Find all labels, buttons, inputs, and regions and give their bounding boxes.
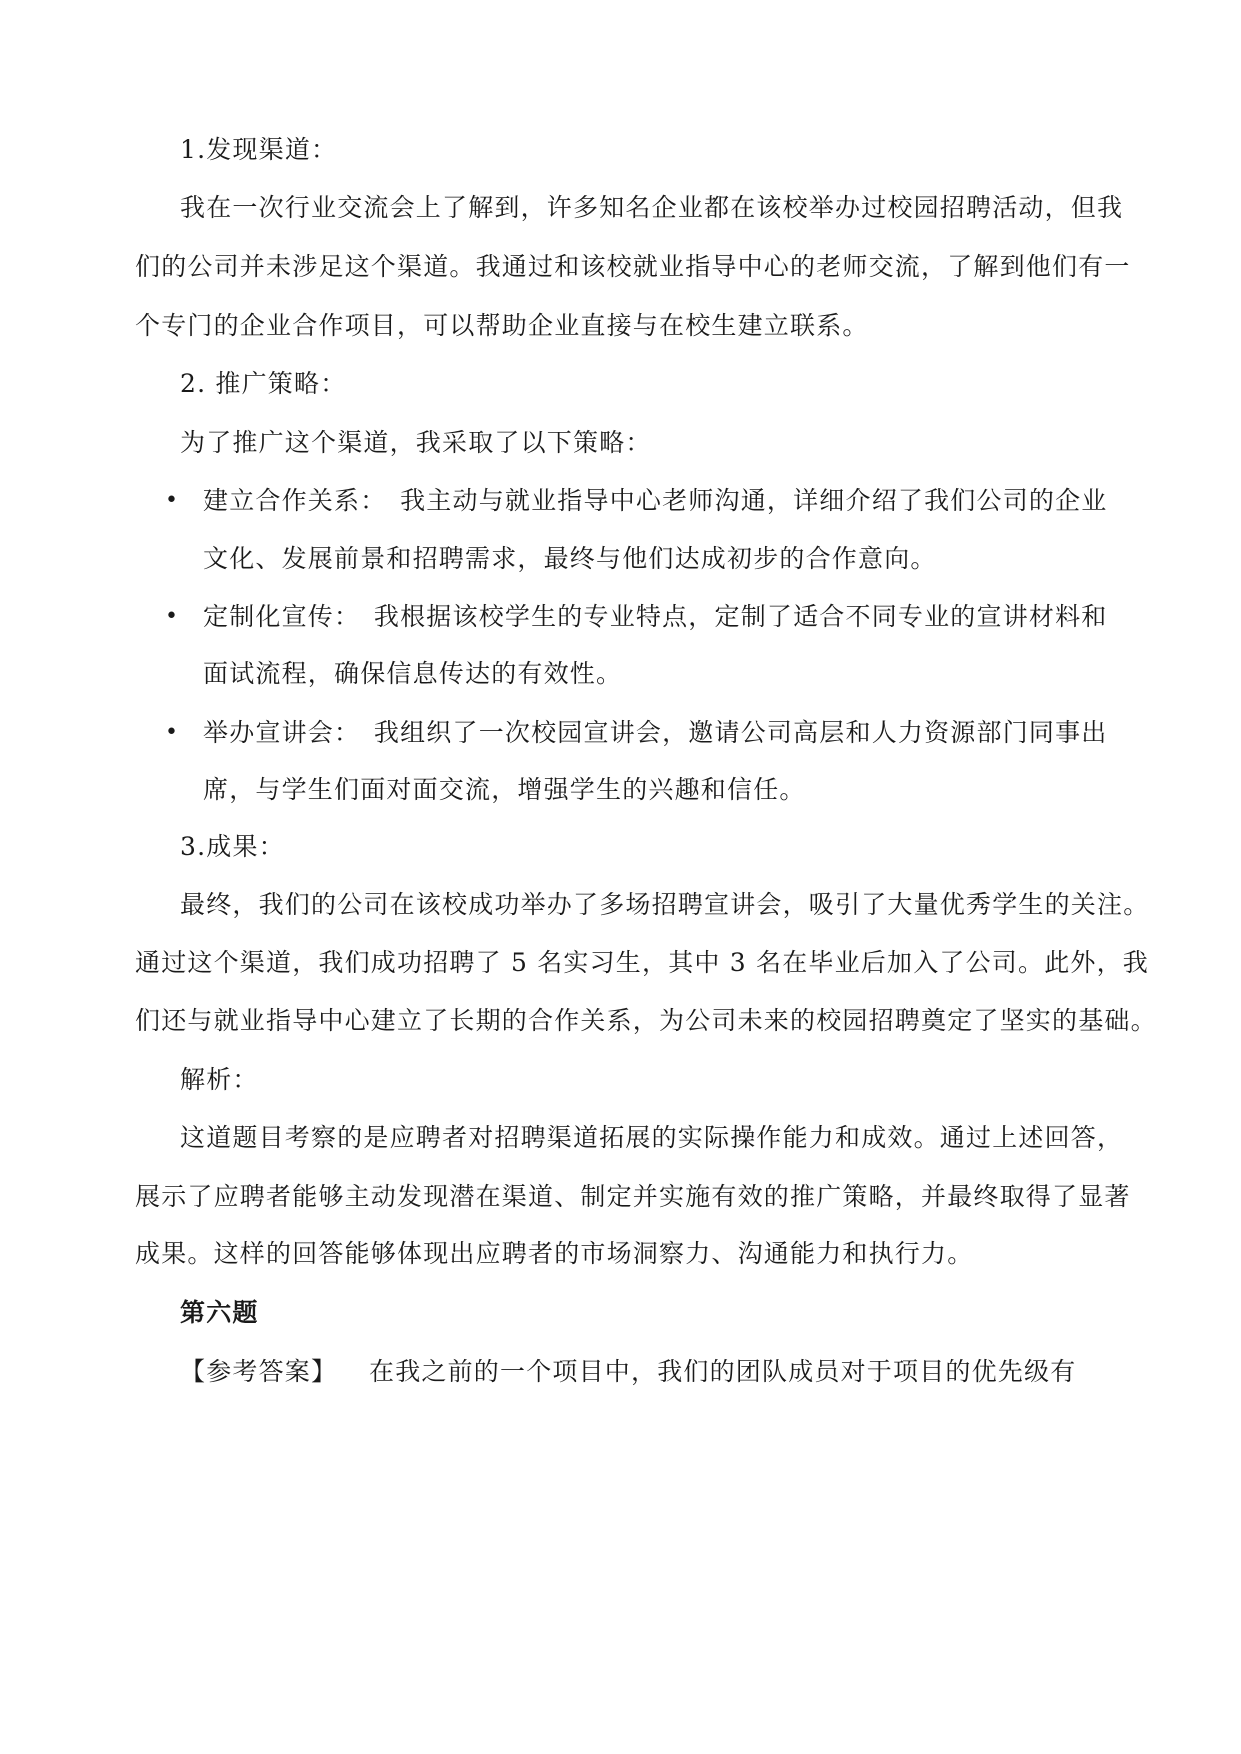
paragraph-line: 这道题目考察的是应聘者对招聘渠道拓展的实际操作能力和成效。通过上述回答， bbox=[180, 1123, 1124, 1152]
paragraph-line: 最终，我们的公司在该校成功举办了多场招聘宣讲会，吸引了大量优秀学生的关注。 bbox=[180, 890, 1150, 919]
heading-analysis: 解析： bbox=[180, 1065, 259, 1094]
paragraph-line: 个专门的企业合作项目，可以帮助企业直接与在校生建立联系。 bbox=[135, 311, 869, 340]
list-item-line: 建立合作关系： 我主动与就业指导中心老师沟通，详细介绍了我们公司的企业 bbox=[203, 486, 1108, 515]
heading-discover-channel: 1.发现渠道： bbox=[180, 135, 338, 164]
bullet-icon: • bbox=[165, 604, 178, 629]
paragraph-line: 在我之前的一个项目中，我们的团队成员对于项目的优先级有 bbox=[369, 1357, 1077, 1386]
paragraph-line: 们还与就业指导中心建立了长期的合作关系，为公司未来的校园招聘奠定了坚实的基础。 bbox=[135, 1006, 1157, 1035]
heading-promotion-strategy: 2. 推广策略： bbox=[180, 369, 347, 398]
paragraph-line: 我在一次行业交流会上了解到，许多知名企业都在该校举办过校园招聘活动，但我 bbox=[180, 193, 1124, 222]
paragraph-line: 为了推广这个渠道，我采取了以下策略： bbox=[180, 428, 652, 457]
bullet-icon: • bbox=[165, 720, 178, 745]
paragraph-line: 通过这个渠道，我们成功招聘了 5 名实习生，其中 3 名在毕业后加入了公司。此外，我 bbox=[135, 948, 1150, 977]
question-six-heading: 第六题 bbox=[180, 1298, 259, 1327]
list-item-line: 席，与学生们面对面交流，增强学生的兴趣和信任。 bbox=[203, 775, 806, 804]
list-item-line: 定制化宣传： 我根据该校学生的专业特点，定制了适合不同专业的宣讲材料和 bbox=[203, 602, 1108, 631]
reference-answer-label: 【参考答案】 bbox=[180, 1357, 338, 1386]
list-item-line: 文化、发展前景和招聘需求，最终与他们达成初步的合作意向。 bbox=[203, 544, 937, 573]
list-item-line: 面试流程，确保信息传达的有效性。 bbox=[203, 659, 623, 688]
bullet-icon: • bbox=[165, 488, 178, 513]
paragraph-line: 展示了应聘者能够主动发现潜在渠道、制定并实施有效的推广策略，并最终取得了显著 bbox=[135, 1182, 1131, 1211]
heading-result: 3.成果： bbox=[180, 832, 285, 861]
list-item-line: 举办宣讲会： 我组织了一次校园宣讲会，邀请公司高层和人力资源部门同事出 bbox=[203, 718, 1108, 747]
paragraph-line: 们的公司并未涉足这个渠道。我通过和该校就业指导中心的老师交流，了解到他们有一 bbox=[135, 252, 1131, 281]
paragraph-line: 成果。这样的回答能够体现出应聘者的市场洞察力、沟通能力和执行力。 bbox=[135, 1239, 974, 1268]
